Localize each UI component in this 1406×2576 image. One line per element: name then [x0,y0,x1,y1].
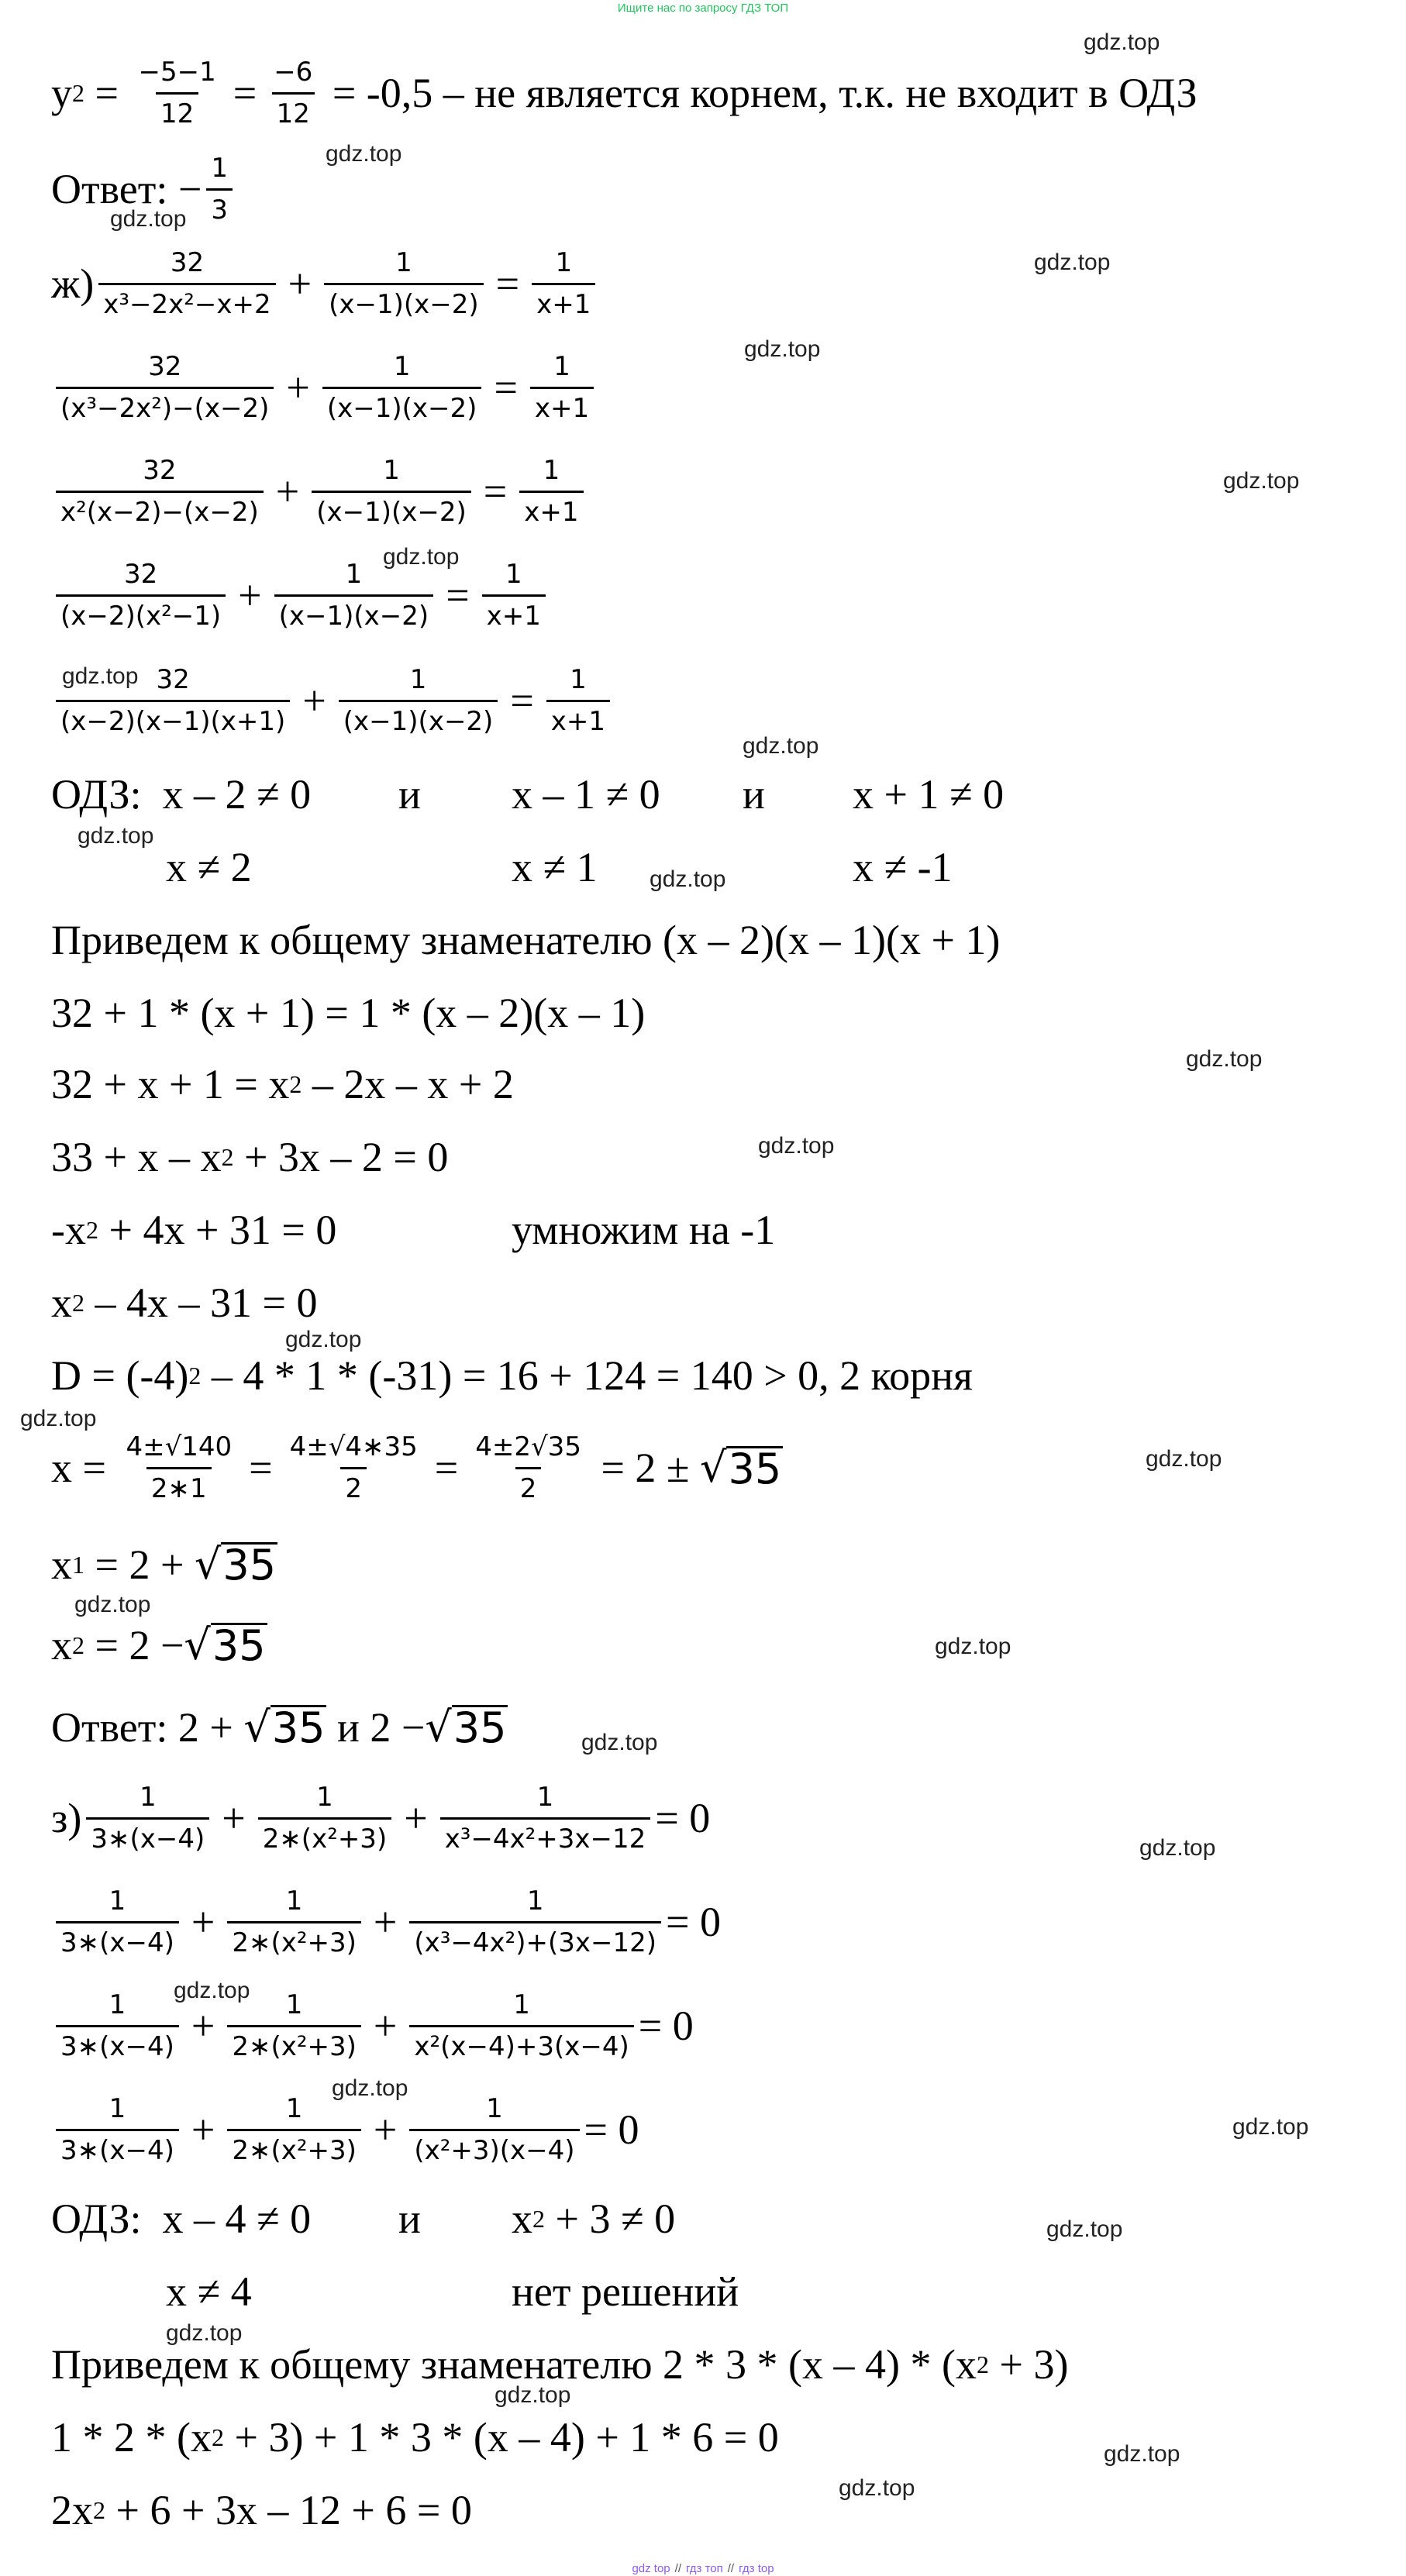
watermark: gdz.top [285,1327,362,1352]
watermark: gdz.top [20,1406,97,1431]
y2-line: у 2 = $\frac{-5-1}{12}$ = $\frac{-6}{12}$ = -0,5 – не является корнем, т.к. не входит в ОДЗ [51,57,1198,129]
root-x2: x 2 = 2 − √ 35 [51,1620,266,1670]
watermark: gdz.top [332,2075,408,2101]
watermark: gdz.top [758,1133,835,1159]
odz-2-a: ОДЗ: x – 4 ≠ 0 [51,2195,312,2242]
watermark: gdz.top [62,663,139,689]
odz-1-r1: x ≠ 2 [166,844,252,890]
eq-row-2: $\frac{32}{\text{(x³−2x²)−(x−2)}}$ + $\frac{1}{(x-1)(x-2)}$ = $\frac{1}{x+1}$ [51,350,598,425]
answer-1: Ответ: − $\frac{1}{3}$ [51,152,237,226]
odz-2-r2: нет решений [512,2268,739,2315]
eq-row-3: $\frac{32}{\text{x²(x−2)−(x−2)}}$ + $\frac{1}{(x-1)(x-2)}$ = $\frac{1}{x+1}$ [51,454,588,529]
z-step-1: 1 * 2 * (x 2 + 3) + 1 * 3 * (x – 4) + 1 * 6 = 0 [51,2414,779,2461]
eq-row-1: ж) $\frac{32}{\text{x³−2x²−x+2}}$ + $\frac{1}{(x-1)(x-2)}$ = $\frac{1}{x+1}$ [51,246,600,321]
odz-2-r1: x ≠ 4 [166,2268,252,2315]
common-denominator-1: Приведем к общему знаменателю (x – 2)(x – 1)(x + 1) [51,917,1001,963]
odz-1-a: ОДЗ: x – 2 ≠ 0 [51,771,312,818]
watermark: gdz.top [1146,1446,1222,1472]
watermark: gdz.top [383,544,460,570]
watermark: gdz.top [1104,2441,1180,2467]
fraction: $\frac{-6}{12}$ [269,56,317,130]
top-banner[interactable]: Ищите нас по запросу ГДЗ ТОП [617,2,789,15]
watermark: gdz.top [1139,1835,1216,1861]
step-2: 32 + x + 1 = x 2 – 2x – x + 2 [51,1061,514,1107]
watermark: gdz.top [743,733,819,759]
eq-row-5: $\frac{32}{(x-2)(x-1)(x+1)}$ + $\frac{1}{(x-1)(x-2)}$ = $\frac{1}{x+1}$ [51,663,615,738]
step-5: x 2 – 4x – 31 = 0 [51,1279,318,1326]
watermark: gdz.top [650,866,726,892]
watermark: gdz.top [581,1730,658,1755]
watermark: gdz.top [174,1978,250,2003]
watermark: gdz.top [1084,29,1160,55]
fraction: $\frac{-5-1}{12}$ [138,57,216,129]
eq-row-4: $\frac{32}{\text{(x−2)(x²−1)}}$ + $\frac{1}{(x-1)(x-2)}$ = $\frac{1}{x+1}$ [51,558,550,632]
footer-links: gdz top // гдз топ // гдз top [632,2562,774,2575]
watermark: gdz.top [78,823,154,849]
z-step-2: 2x 2 + 6 + 3x – 12 + 6 = 0 [51,2487,472,2533]
z-row-2: $\frac{1}{3∗(x-4)}$ + $\frac{1}{\text{2∗(x²+3)}}$ + $\frac{1}{\text{(x³−4x²)+(3x−12)}}$ = 0 [51,1885,721,1959]
root-x1: x 1 = 2 + √ 35 [51,1539,277,1589]
odz-1-r2: x ≠ 1 [512,844,598,890]
footer-link[interactable]: gdz top [632,2562,670,2575]
multiply-note: умножим на -1 [512,1207,776,1253]
watermark: gdz.top [839,2475,915,2501]
watermark: gdz.top [935,1634,1011,1659]
step-1: 32 + 1 * (x + 1) = 1 * (x – 2)(x – 1) [51,990,646,1036]
watermark: gdz.top [1232,2114,1309,2140]
answer-2: Ответ: 2 + √ 35 и 2 − √ 35 [51,1702,507,1752]
z-row-1: з) $\frac{1}{3∗(x-4)}$ + $\frac{1}{\text{2∗(x²+3)}}$ + $\frac{1}{\text{x³−4x²+3x−12}}$ = 0 [51,1782,711,1855]
z-row-4: $\frac{1}{3∗(x-4)}$ + $\frac{1}{\text{2∗(x²+3)}}$ + $\frac{1}{\text{(x²+3)(x−4)}}$ = 0 [51,2092,639,2167]
watermark: gdz.top [74,1592,151,1617]
watermark: gdz.top [166,2320,243,2346]
watermark: gdz.top [495,2382,571,2408]
watermark: gdz.top [110,206,187,232]
watermark: gdz.top [326,141,402,167]
watermark: gdz.top [1223,468,1300,494]
odz-2-b: x 2 + 3 ≠ 0 [512,2195,676,2242]
common-denominator-2: Приведем к общему знаменателю 2 * 3 * (x – 4) * (x 2 + 3) [51,2341,1069,2388]
z-row-3: $\frac{1}{3∗(x-4)}$ + $\frac{1}{\text{2∗(x²+3)}}$ + $\frac{1}{\text{x²(x−4)+3(x−4)}}$ = 0 [51,1989,694,2063]
odz-1-and: и [398,771,421,818]
footer-link[interactable]: гдз top [739,2562,774,2575]
odz-1-and: и [743,771,765,818]
step-3: 33 + x – x 2 + 3x – 2 = 0 [51,1134,449,1180]
fraction: $\frac{1}{3}$ [206,152,233,226]
watermark: gdz.top [744,336,821,362]
watermark: gdz.top [1186,1046,1263,1072]
discriminant: D = (-4) 2 – 4 * 1 * (-31) = 16 + 124 = 140 > 0, 2 корня [51,1352,973,1399]
roots-formula: x = $\frac{4\pm√140}{2∗1}$ = $\frac{4\pm√4∗35}{2}$ = $\frac{4\pm 2√35}{2}$ = 2 ± √ 35 [51,1431,782,1504]
odz-1-c: x + 1 ≠ 0 [853,771,1005,818]
step-4: -x 2 + 4x + 31 = 0 [51,1207,337,1253]
odz-1-r3: x ≠ -1 [853,844,953,890]
odz-1-b: x – 1 ≠ 0 [512,771,660,818]
watermark: gdz.top [1046,2216,1123,2242]
watermark: gdz.top [1034,250,1111,275]
footer-link[interactable]: гдз топ [686,2562,723,2575]
odz-2-and: и [398,2195,421,2242]
